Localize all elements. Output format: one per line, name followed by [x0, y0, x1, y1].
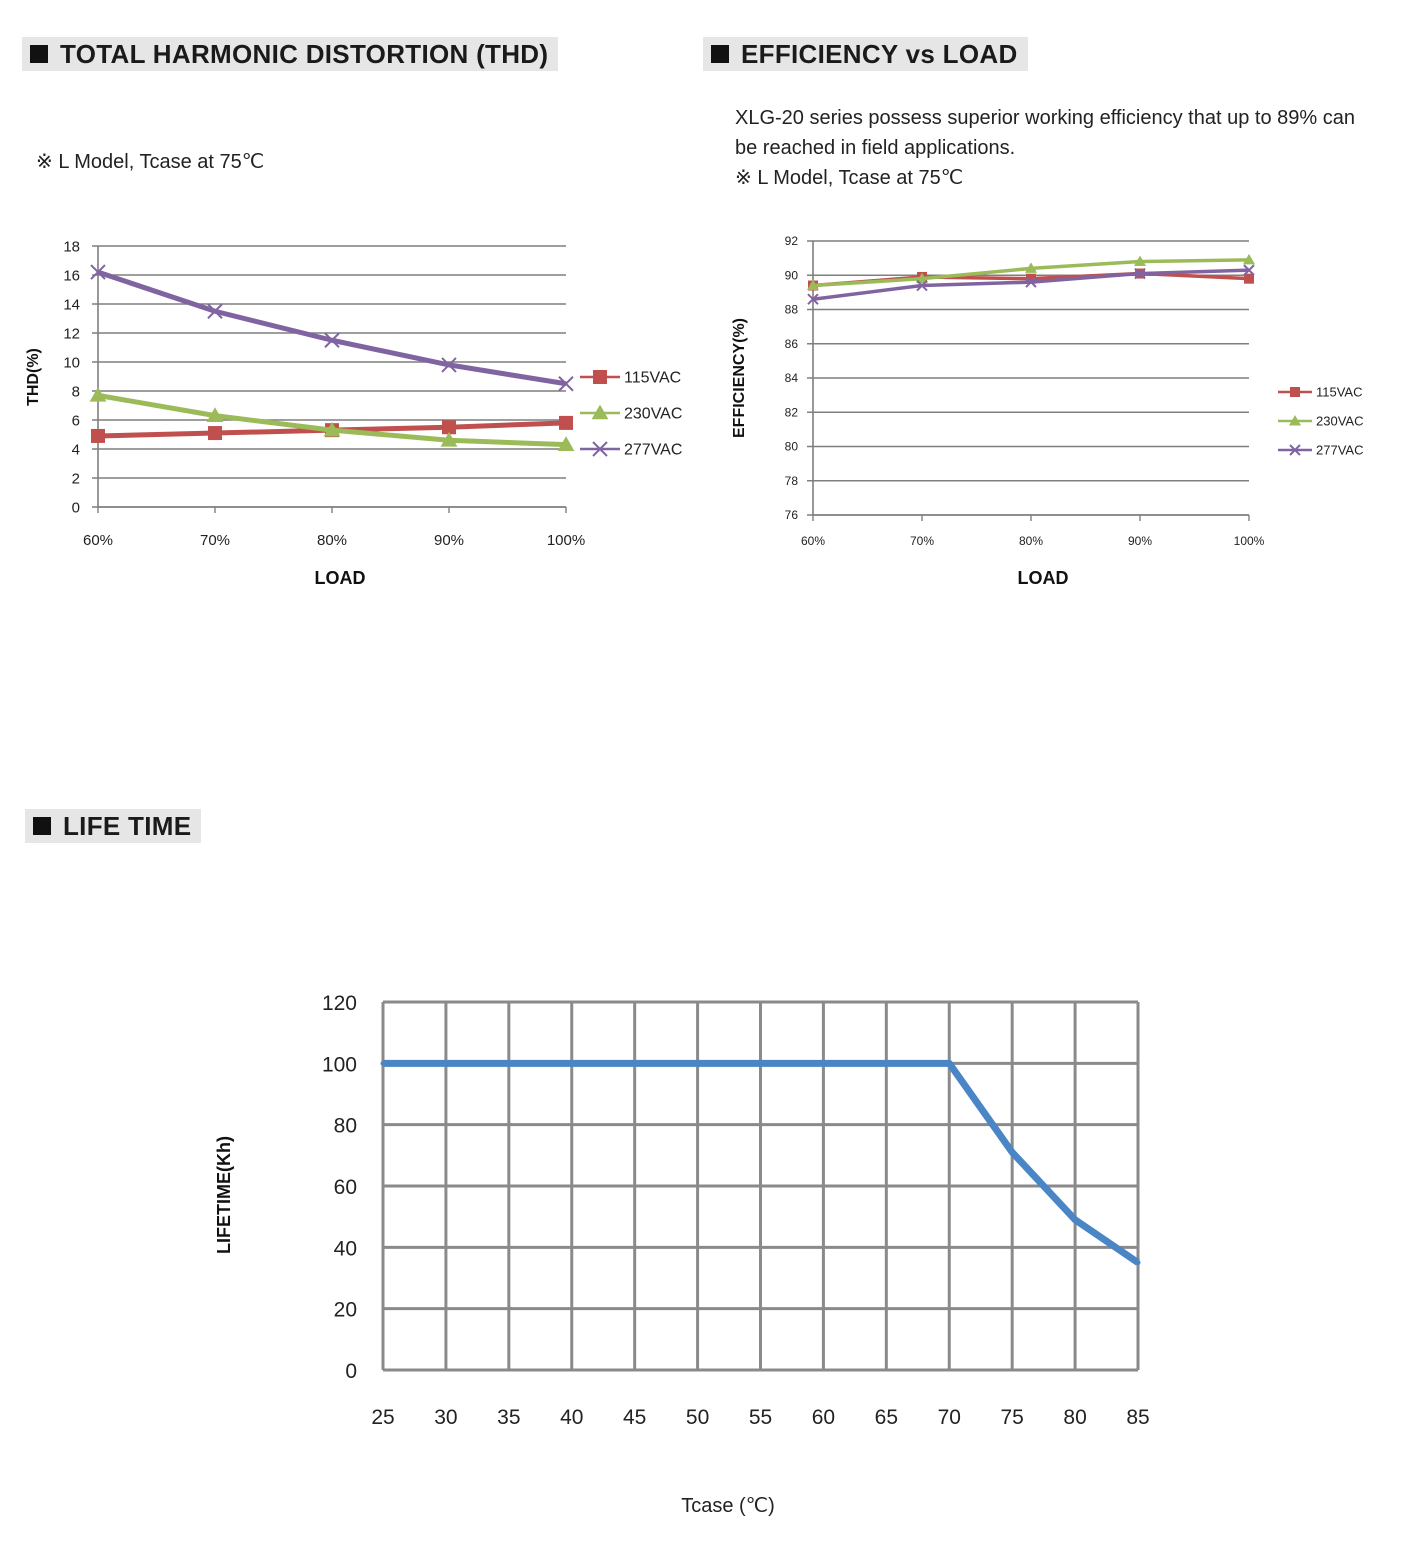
x-tick-label: 60% [82, 532, 114, 549]
x-tick-label: 90% [433, 532, 465, 549]
x-tick-label: 80 [1063, 1406, 1087, 1429]
thd-note: ※ L Model, Tcase at 75℃ [36, 151, 265, 173]
efficiency-description-line-1: XLG-20 series possess superior working efficiency that up to 89% can [735, 107, 1355, 129]
y-tick-label: 10 [63, 354, 80, 372]
legend-marker-115VAC [593, 370, 607, 384]
y-tick-label: 0 [71, 499, 80, 517]
y-tick-label: 6 [71, 412, 80, 430]
y-tick-label: 4 [71, 441, 80, 459]
x-tick-label: 50 [685, 1406, 710, 1429]
legend-label-277VAC: 277VAC [624, 441, 683, 459]
data-point-115VAC [91, 429, 105, 443]
y-tick-label: 80 [333, 1114, 357, 1138]
efficiency-chart [731, 234, 1363, 588]
y-tick-label: 100 [321, 1053, 357, 1077]
x-tick-label: 80% [316, 532, 348, 549]
legend-label-230VAC: 230VAC [624, 405, 683, 423]
y-tick-label: 60 [333, 1176, 357, 1199]
legend-label-230VAC: 230VAC [1316, 413, 1364, 429]
y-axis-label: THD(%) [25, 348, 42, 406]
x-tick-label: 70 [937, 1406, 961, 1429]
y-tick-label: 14 [63, 296, 80, 314]
y-tick-label: 120 [321, 992, 357, 1015]
y-tick-label: 12 [63, 325, 80, 343]
y-tick-label: 2 [71, 470, 80, 488]
x-tick-label: 70% [909, 534, 935, 548]
thd-chart [25, 238, 682, 588]
x-tick-label: 45 [622, 1406, 647, 1429]
x-tick-label: 100% [546, 532, 586, 549]
y-tick-label: 90 [784, 268, 798, 283]
y-tick-label: 8 [71, 383, 80, 401]
y-tick-label: 76 [784, 508, 798, 523]
y-tick-label: 20 [333, 1298, 357, 1322]
x-tick-label: 75 [1000, 1406, 1024, 1429]
y-tick-label: 88 [784, 302, 798, 317]
legend-label-277VAC: 277VAC [1316, 442, 1364, 458]
x-tick-label: 100% [1233, 534, 1265, 548]
x-tick-label: 80% [1018, 534, 1044, 548]
x-tick-label: 90% [1127, 534, 1153, 548]
y-tick-label: 82 [784, 405, 798, 420]
y-axis-label: EFFICIENCY(%) [731, 318, 748, 438]
lifetime-point [1073, 1217, 1078, 1222]
x-tick-label: 60% [800, 534, 826, 548]
legend-label-115VAC: 115VAC [1316, 384, 1363, 400]
x-axis-label: LOAD [1017, 568, 1069, 588]
lifetime-point [947, 1061, 952, 1066]
legend-marker-115VAC [1290, 387, 1300, 397]
y-tick-label: 92 [784, 234, 798, 249]
y-axis-label: LIFETIME(Kh) [214, 1136, 234, 1254]
x-tick-label: 25 [371, 1406, 395, 1429]
x-tick-label: 70% [199, 532, 231, 549]
lifetime-title-text: LIFE TIME [63, 810, 192, 841]
efficiency-description-line-2: be reached in field applications. [735, 137, 1016, 159]
y-tick-label: 84 [784, 371, 798, 386]
y-tick-label: 16 [63, 267, 80, 285]
x-axis-label: Tcase (℃) [681, 1495, 775, 1517]
x-tick-label: 35 [497, 1406, 521, 1429]
data-point-115VAC [559, 416, 573, 430]
x-tick-label: 40 [560, 1406, 584, 1429]
legend-label-115VAC: 115VAC [624, 369, 682, 387]
x-tick-label: 65 [874, 1406, 899, 1429]
lifetime-point [381, 1061, 386, 1066]
efficiency-note: ※ L Model, Tcase at 75℃ [735, 167, 964, 189]
lifetime-point [1010, 1150, 1015, 1155]
y-tick-label: 0 [345, 1360, 357, 1383]
data-point-115VAC [1244, 274, 1254, 284]
series-line-277VAC [98, 272, 566, 384]
y-tick-label: 78 [784, 473, 798, 488]
x-tick-label: 85 [1126, 1406, 1150, 1429]
x-tick-label: 55 [748, 1406, 773, 1429]
thd-title-text: TOTAL HARMONIC DISTORTION (THD) [60, 38, 549, 69]
y-tick-label: 18 [63, 238, 80, 256]
lifetime-point [1136, 1260, 1141, 1265]
x-tick-label: 60 [811, 1406, 836, 1429]
y-tick-label: 40 [333, 1237, 357, 1261]
x-axis-label: LOAD [314, 568, 366, 588]
efficiency-title-text: EFFICIENCY vs LOAD [741, 38, 1018, 69]
y-tick-label: 86 [784, 336, 798, 351]
y-tick-label: 80 [784, 439, 798, 454]
data-point-115VAC [208, 426, 222, 440]
x-tick-label: 30 [434, 1406, 458, 1429]
lifetime-chart [214, 992, 1150, 1517]
